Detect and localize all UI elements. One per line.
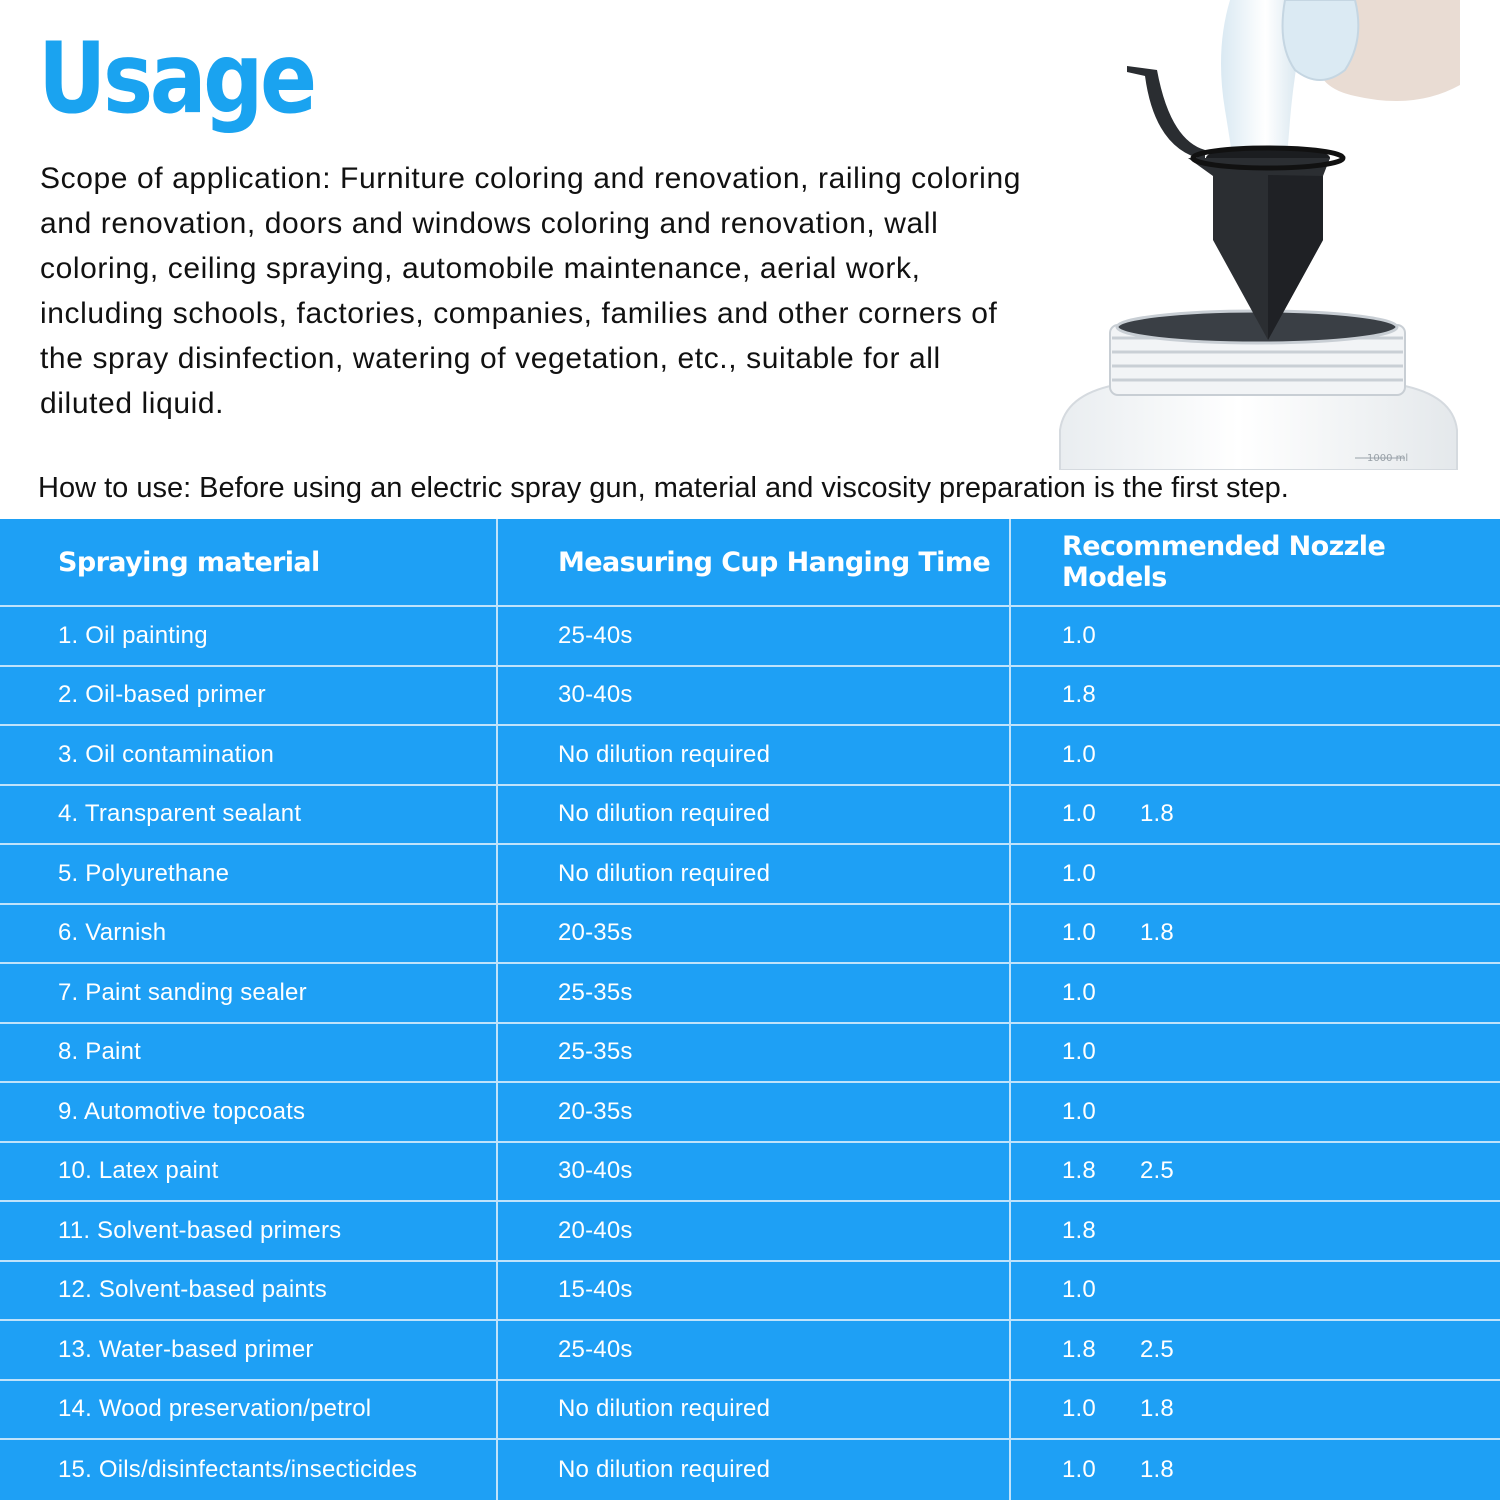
table-row (0, 1440, 1500, 1500)
nozzle-cell: 1.8 (1062, 1216, 1096, 1244)
material-cell: 3. Oil contamination (58, 740, 275, 768)
table-row (0, 607, 1500, 667)
table-row (0, 1024, 1500, 1084)
nozzle-cell: 1.0 (1062, 1455, 1096, 1483)
time-cell: 15-40s (558, 1276, 633, 1304)
material-cell: 1. Oil painting (58, 621, 208, 649)
time-cell: 30-40s (558, 681, 633, 709)
material-cell: 4. Transparent sealant (58, 800, 302, 828)
table-row (0, 1321, 1500, 1381)
table-row (0, 726, 1500, 786)
nozzle-cell-secondary: 2.5 (1139, 1157, 1174, 1185)
table-row (0, 1202, 1500, 1262)
nozzle-cell: 1.8 (1062, 1157, 1096, 1185)
table-header-row (0, 519, 1500, 607)
material-cell: 14. Wood preservation/petrol (58, 1395, 372, 1423)
nozzle-cell: 1.0 (1062, 859, 1096, 887)
nozzle-cell: 1.0 (1062, 621, 1096, 649)
nozzle-cell: 1.0 (1062, 1097, 1096, 1125)
nozzle-cell: 1.0 (1062, 1395, 1096, 1423)
nozzle-cell: 1.0 (1062, 740, 1096, 768)
funnel-pouring-illustration (1055, 0, 1460, 470)
time-cell: 25-40s (558, 621, 633, 649)
table-row (0, 1083, 1500, 1143)
nozzle-cell: 1.0 (1062, 1038, 1096, 1066)
table-row (0, 905, 1500, 965)
time-cell: 30-40s (558, 1157, 633, 1185)
nozzle-cell: 1.8 (1062, 1335, 1096, 1363)
nozzle-cell-secondary: 1.8 (1139, 1455, 1174, 1483)
spraying-material-table (0, 519, 1500, 1500)
time-cell: No dilution required (558, 800, 771, 828)
how-to-use-text: How to use: Before using an electric spray gun, material and viscosity preparation is the first step. (38, 472, 1289, 504)
material-cell: 13. Water-based primer (58, 1335, 314, 1363)
table-row (0, 667, 1500, 727)
time-cell: 25-35s (558, 1038, 633, 1066)
table-row (0, 1381, 1500, 1441)
material-cell: 10. Latex paint (58, 1157, 219, 1185)
table-row (0, 845, 1500, 905)
nozzle-cell: 1.0 (1062, 978, 1096, 1006)
material-cell: 9. Automotive topcoats (58, 1097, 306, 1125)
time-cell: No dilution required (558, 859, 771, 887)
material-cell: 7. Paint sanding sealer (58, 978, 307, 1006)
nozzle-cell-secondary: 2.5 (1139, 1335, 1174, 1363)
nozzle-cell: 1.0 (1062, 800, 1096, 828)
table-row (0, 786, 1500, 846)
scope-of-application-text: Scope of application: Furniture coloring and renovation, railing coloring and renovation, doors and windows coloring and renovation, wall coloring, ceiling spraying, automobile maintenance, aerial work, including schools, factories, companies, families and other corners of the spray disinfection, watering of vegetation, etc., suitable for all diluted liquid. (40, 162, 1022, 420)
table-row (0, 1143, 1500, 1203)
table-row (0, 1262, 1500, 1322)
nozzle-cell-secondary: 1.8 (1139, 919, 1174, 947)
time-cell: 20-40s (558, 1216, 633, 1244)
table-row (0, 964, 1500, 1024)
material-cell: 5. Polyurethane (58, 859, 230, 887)
material-cell: 8. Paint (58, 1038, 141, 1066)
nozzle-cell: 1.0 (1062, 1276, 1096, 1304)
nozzle-cell: 1.8 (1062, 681, 1096, 709)
time-cell: No dilution required (558, 1455, 771, 1483)
time-cell: 25-40s (558, 1335, 633, 1363)
nozzle-cell-secondary: 1.8 (1139, 1395, 1174, 1423)
time-cell: 25-35s (558, 978, 633, 1006)
time-cell: No dilution required (558, 740, 771, 768)
header-spraying-material: Spraying material (58, 546, 320, 578)
bottle-icon (1060, 311, 1457, 470)
material-cell: 6. Varnish (58, 919, 167, 947)
header-hanging-time: Measuring Cup Hanging Time (558, 546, 991, 578)
time-cell: 20-35s (558, 919, 633, 947)
nozzle-cell: 1.0 (1062, 919, 1096, 947)
material-cell: 12. Solvent-based paints (58, 1276, 327, 1304)
nozzle-cell-secondary: 1.8 (1139, 800, 1174, 828)
time-cell: 20-35s (558, 1097, 633, 1125)
header-nozzle-models: Recommended Nozzle Models (1062, 531, 1386, 593)
material-cell: 15. Oils/disinfectants/insecticides (58, 1455, 418, 1483)
material-cell: 11. Solvent-based primers (58, 1216, 342, 1244)
bottle-label: 1000 ml (1367, 453, 1409, 464)
time-cell: No dilution required (558, 1395, 771, 1423)
material-cell: 2. Oil-based primer (58, 681, 266, 709)
page-title: Usage (38, 22, 314, 136)
